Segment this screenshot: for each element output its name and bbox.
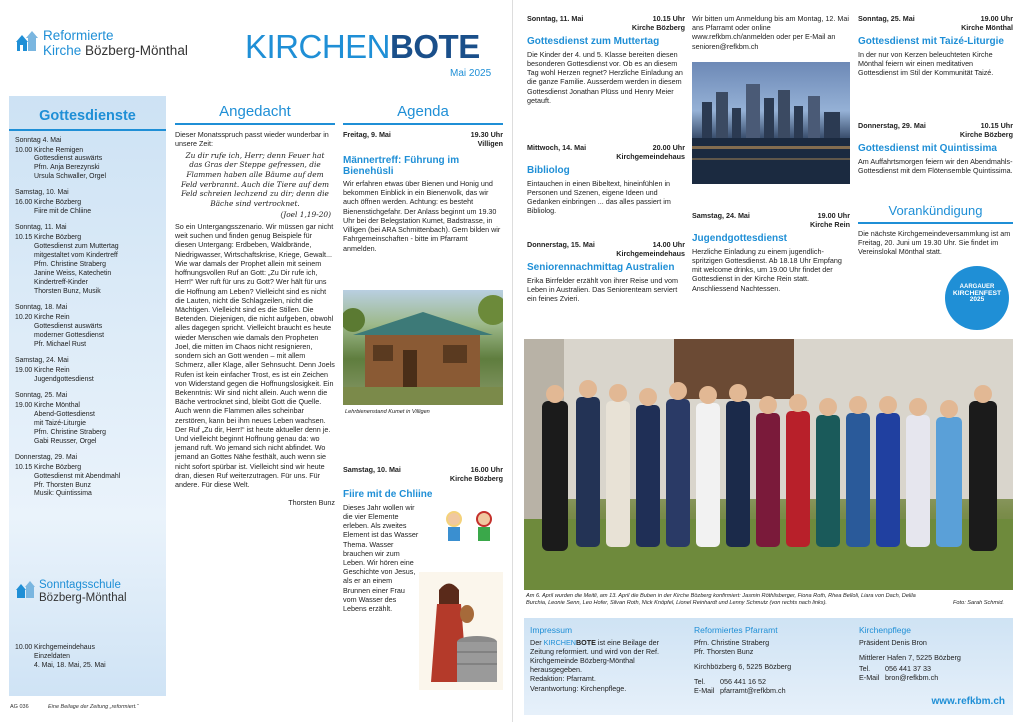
agenda-e2-body: Dieses Jahr wollen wir die vier Elemente erleben. Als zweites Element ist das Wasser Thema. Wasser brauchen wir zum Leben. Wir hören eine Geschichte von Jesus, als er an einem Brunnen einer Frau vom Wasser des Lebens erzählt. [343, 502, 419, 614]
service-line: Jugendgottesdienst [34, 375, 94, 383]
service-line: Gottesdienst auswärts [34, 155, 103, 163]
page-right [512, 0, 1024, 722]
muttertag-date: Sonntag, 11. Mai [527, 14, 584, 23]
angedacht-column [175, 102, 335, 508]
agenda-e2-header [343, 465, 503, 474]
angedacht-body: So ein Untergangsszenario. Wir müssen gar nicht weit suchen und finden genug Beispiele für diesen Untergang: Erdbeben, Waldbrände, Niedrigwasser, Wirtschaftskrise, Kriege, Gewalt... Wie war damals der Prophet allein mit seinem hoffnungsvollen Ruf an Gott: „Zu Dir rufe ich, Herr!“ Wer ruft für uns zu Gott? Wer hält für uns die Hoffnung am Leben? Vielleicht sind es nicht die Lauten, nicht die Schlagzeilen, nicht die Mächtigen. Vielleicht sind es die Stillen. Die Betenden. Diejenigen, die nicht aufgeben, obwohl alles dagegen spricht. Vielleicht braucht es heute wieder Menschen wie damals den Propheten Joel, die mitten im Chaos nicht resignieren, sondern sich an Gott wenden – mit allem Schmerz, aller Klage, aller Sehnsucht. Denn Joels Rufen ist kein einfacher Trost, es ist ein Zeichen von Widerstand gegen die Hoffnungslosigkeit. Ein Bekenntnis: Wir sind nicht allein. Auch wenn die Bäche vertrocknet sind, bleibt Gott die Quelle. Auch wenn die Flammen alles scheinbar zerstören, kann bei ihm neues Leben wachsen. Der Ruf „Zu dir, Herr!“ ist heute aktueller denn je. Und vielleicht beginnt Hoffnung genau da: wo jemand ruft. Wo jemand sich nicht abfindet. Wo jemand an Gottes Nähe festhält, auch wenn sie nicht sofort spürbar ist. Vielleicht sind wir heute dran, diesen Ruf weiterzutragen. Für uns. Für andere. Für diese Welt. [175, 222, 335, 490]
pflege-tel-label: Tel. [859, 663, 871, 673]
senioren-title: Seniorennachmittag Australien [527, 262, 675, 274]
muttertag-title: Gottesdienst zum Muttertag [527, 36, 660, 48]
angedacht-intro: Dieser Monatsspruch passt wieder wunderbar in unsere Zeit: [175, 130, 329, 149]
beehouse-caption: Lehrbienenstand Kumet in Villigen [345, 409, 430, 415]
vorank-rule [858, 222, 1013, 224]
service-entry [15, 147, 160, 183]
ss-line: Kirchgemeindehaus [34, 644, 95, 651]
taize-time: 19.00 Uhr [980, 14, 1013, 23]
angedacht-author: Thorsten Bunz [288, 498, 335, 508]
service-line: Pfrn. Christine Straberg [34, 261, 106, 269]
jugend-time: 19.00 Uhr [817, 211, 850, 220]
pflege-line: Präsident Denis Bron [859, 637, 927, 647]
kirchenfest-badge [945, 266, 1009, 330]
impressum-brand1: KIRCHEN [543, 637, 576, 647]
impressum-brand2: BOTE [575, 637, 596, 647]
church-logo-icon [14, 30, 40, 52]
service-line: Gottesdienst zum Muttertag [34, 243, 119, 251]
pfarramt-mail-label: E-Mail [694, 686, 715, 696]
gottesdienste-title: Gottesdienste [39, 108, 136, 124]
sonntagsschule-entry [15, 644, 165, 671]
muttertag-time: 10.15 Uhr [652, 14, 685, 23]
quint-title: Gottesdienst mit Quintissima [858, 143, 997, 155]
quint-date: Donnerstag, 29. Mai [858, 121, 926, 130]
agenda-rule [343, 123, 503, 125]
pfarramt-addr: Kirchbözberg 6, 5225 Bözberg [694, 661, 792, 671]
masthead-title [245, 30, 480, 63]
vorank-body: Die nächste Kirchgemeindeversammlung ist am Freitag, 20. Juni um 19.30 Uhr. Sie findet im Vereinslokal Mönthal statt. [858, 228, 1011, 257]
muttertag-loc: Kirche Bözberg [631, 23, 685, 33]
sonntagsschule-line2: Bözberg-Mönthal [39, 591, 127, 604]
service-line: Gabi Reusser, Orgel [34, 437, 97, 445]
impressum-col [530, 624, 685, 693]
konfirmation-credit: Foto: Sarah Schmid. [953, 600, 1004, 606]
footer-ag: AG 036 [10, 704, 29, 710]
masthead-issue: Mai 2025 [450, 68, 492, 79]
beehouse-photo [343, 290, 503, 405]
service-line: Pfrn. Christine Straberg [34, 428, 106, 436]
gottesdienste-box [9, 96, 166, 696]
service-line: Pfr. Michael Rust [34, 340, 87, 348]
jugend-loc: Kirche Rein [810, 220, 850, 230]
impressum-title: Impressum [530, 625, 573, 635]
service-time: 19.00 [15, 401, 33, 409]
service-group [15, 304, 160, 350]
impressum-verantwortung: Verantwortung: Kirchenpflege. [530, 683, 627, 693]
pflege-mail-label: E-Mail [859, 673, 880, 683]
service-line: Thorsten Bunz, Musik [34, 288, 101, 296]
service-entry [15, 199, 160, 217]
bibliolog-header [527, 143, 685, 152]
konfirmation-caption: Am 6. April wurden die Meitli, am 13. April die Buben in der Kirche Bözberg konfirmiert: Jasmin Röthlisberger, Fiona Roth, Rhea Belloli, Liara von Dach, Delila Burchia, Leonie Senn, Leo Hofer, Silvan Roth, Nick Knöpfel, Lionel Reinhardt und Lenny Schmutz (von rechts nach links). [526, 593, 916, 606]
bibliolog-title: Bibliolog [527, 165, 570, 177]
service-date: Samstag, 10. Mai [15, 189, 69, 197]
service-line: Kirche Bözberg [34, 199, 82, 207]
ss-line: Einzeldaten [34, 652, 71, 660]
agenda-e1-date: Freitag, 9. Mai [343, 130, 391, 140]
service-line: Ursula Schwaller, Orgel [34, 173, 106, 181]
pflege-mail[interactable]: bron@refkbm.ch [885, 673, 939, 683]
jugend-header [692, 211, 850, 220]
service-group [15, 137, 160, 183]
taize-date: Sonntag, 25. Mai [858, 14, 915, 23]
ss-line: 4. Mai, 18. Mai, 25. Mai [34, 661, 106, 669]
masthead-part2: BOTE [390, 28, 480, 65]
service-group [15, 392, 160, 447]
logo-line1: Reformierte [43, 28, 114, 43]
service-date: Sonntag, 25. Mai [15, 391, 68, 399]
kirchenfest-line1: AARGAUER [959, 284, 995, 290]
agenda-title: Agenda [397, 103, 449, 120]
masthead-part1: KIRCHEN [245, 28, 391, 65]
impressum-text-pre: Der [530, 637, 544, 647]
gottesdienste-rule [9, 129, 166, 131]
footer-note: Eine Beilage der Zeitung „reformiert.“ [48, 704, 139, 710]
well-illustration [419, 572, 503, 690]
service-line: Kirche Bözberg [34, 463, 82, 471]
taize-body: In der nur von Kerzen beleuchteten Kirche Mönthal feiern wir einen meditativen Gottesdienst im Stil der Kommunität Taizé. [858, 49, 994, 78]
service-line: Abend-Gottesdienst [34, 410, 95, 418]
agenda-e1-title: Männertreff: Führung im Bienehüsli [343, 154, 460, 177]
quint-loc: Kirche Bözberg [959, 130, 1013, 140]
impressum-text-post: ist eine Beilage der Zeitung reformiert. und wird von der Ref. Kirchgemeinde Bözberg-Mönthal herausgegeben. [530, 637, 660, 675]
kirchenfest-year: 2025 [969, 296, 985, 304]
church-logo-text [43, 29, 188, 59]
service-line: Gottesdienst auswärts [34, 322, 103, 330]
ss-time: 10.00 [15, 644, 33, 651]
service-date: Donnerstag, 29. Mai [15, 453, 78, 461]
bibliolog-block [527, 143, 685, 216]
pfarramt-title: Reformiertes Pfarramt [694, 625, 778, 635]
angedacht-quote: Zu dir rufe ich, Herr; denn Feuer hat das Gras der Steppe gefressen, die Flammen haben alle Bäume auf dem Feld verbrannt. Auch die Tiere auf dem Feld schreien lechzend zu dir; denn die Bäche sind vertrocknet. [181, 150, 329, 208]
pfarramt-tel: 056 441 16 52 [720, 677, 766, 687]
sonntagsschule-icon [15, 581, 37, 599]
service-line: Kirche Bözberg [34, 234, 82, 242]
pflege-title: Kirchenpflege [859, 625, 911, 635]
vorank-block [858, 203, 1013, 256]
service-line: Musik: Quintissima [34, 490, 92, 498]
taize-header [858, 14, 1013, 23]
service-line: Pfr. Thorsten Bunz [34, 481, 91, 489]
impressum-box [524, 618, 1013, 715]
muttertag-header [527, 14, 685, 23]
service-date: Sonntag, 11. Mai [15, 224, 67, 232]
service-line: Kirche Rein [34, 366, 70, 374]
agenda-column [343, 102, 503, 253]
service-group [15, 189, 160, 217]
logo-line2-rest: Bözberg-Mönthal [81, 42, 188, 58]
service-time: 10.00 [15, 146, 33, 154]
jugend-body: Herzliche Einladung zu einem jugendlich-spritzigen Gottesdienst. Ab 18.18 Uhr Empfang mit welcome drinks, um 19.00 Uhr findet der Gottesdienst in der Kirche Rein statt. Anschliessend Nachtessen. [692, 246, 842, 293]
muttertag-block [527, 14, 685, 105]
service-line: Kirche Mönthal [34, 401, 80, 409]
agenda-e2-time: 16.00 Uhr [470, 465, 503, 474]
pfarramt-line: Pfr. Thorsten Bunz [694, 646, 754, 656]
logo-line2-prefix: Kirche [43, 42, 82, 58]
quint-time: 10.15 Uhr [980, 121, 1013, 130]
senioren-body: Erika Birrfelder erzählt von ihrer Reise und vom Leben in Australien. Das Seniorenteam serviert ein feines Zvieri. [527, 275, 678, 304]
pfarramt-tel-label: Tel. [694, 677, 706, 687]
city-photo [692, 62, 850, 184]
senioren-header [527, 240, 685, 249]
service-entry [15, 314, 160, 350]
kids-drawing-icon [440, 507, 502, 547]
kirchenfest-line2: KIRCHENFEST [952, 290, 1002, 298]
sonntagsschule-line1: Sonntagsschule [39, 579, 121, 591]
pflege-tel: 056 441 37 33 [885, 663, 931, 673]
service-entry [15, 402, 160, 447]
agenda-e1-header [343, 130, 503, 139]
taize-title: Gottesdienst mit Taizé-Liturgie [858, 36, 1004, 48]
senioren-loc: Kirchgemeindehaus [616, 249, 685, 259]
quint-body: Am Auffahrtsmorgen feiern wir den Abendmahls-Gottesdienst mit dem Flötensemble Quintissima. [858, 156, 1013, 175]
service-date: Samstag, 24. Mai [15, 356, 69, 364]
taize-block [858, 14, 1013, 77]
service-time: 10.15 [15, 463, 33, 471]
service-line: Janine Weiss, Katechetin [34, 270, 112, 278]
service-line: Kirche Rein [34, 314, 70, 322]
service-time: 10.20 [15, 314, 33, 322]
bibliolog-loc: Kirchgemeindehaus [616, 152, 685, 162]
service-group [15, 454, 160, 500]
agenda-e2-date: Samstag, 10. Mai [343, 465, 401, 474]
bibliolog-time: 20.00 Uhr [652, 143, 685, 152]
pfarramt-mail[interactable]: pfarramt@refkbm.ch [720, 686, 786, 696]
bibliolog-date: Mittwoch, 14. Mai [527, 143, 587, 152]
agenda-e2-title: Fiire mit de Chliine [343, 489, 433, 501]
anmeldung-block [692, 14, 850, 51]
service-date: Sonntag 4. Mai [15, 136, 62, 144]
angedacht-quote-ref: (Joel 1,19-20) [280, 210, 331, 220]
service-line: Kirche Remigen [34, 146, 84, 154]
muttertag-body: Die Kinder der 4. und 5. Klasse bereiten diesen besonderen Gottesdienst vor. Ob es an diesem Tag wohl Herzen regnet? Herzliche Einladung an die ganze Familie. Ausserdem werden in diesem Gottesdienst Jonathan Plüss und Henry Meier getauft. [527, 49, 683, 105]
service-line: mitgestaltet vom Kindertreff [34, 252, 118, 260]
service-line: mit Taizé-Liturgie [34, 419, 86, 427]
bibliolog-body: Eintauchen in einen Bibeltext, hineinfühlen in Personen und Szenen, eigene Ideen und Gedanken einbringen ... das alles passiert im Bibliolog. [527, 178, 671, 216]
service-time: 19.00 [15, 366, 33, 374]
jugend-date: Samstag, 24. Mai [692, 211, 750, 220]
pflege-col [859, 624, 1009, 682]
konfirmation-photo [524, 339, 1013, 590]
senioren-block [527, 240, 685, 303]
vorank-title: Vorankündigung [888, 203, 983, 218]
angedacht-title: Angedacht [219, 103, 291, 120]
agenda-e1-loc: Villigen [477, 139, 503, 149]
taize-loc: Kirche Mönthal [961, 23, 1013, 33]
quint-block [858, 121, 1013, 175]
service-time: 10.15 [15, 234, 33, 242]
service-group [15, 357, 160, 385]
agenda-e2-loc: Kirche Bözberg [449, 474, 503, 484]
senioren-time: 14.00 Uhr [652, 240, 685, 249]
pfarramt-line: Pfrn. Christine Straberg [694, 637, 770, 647]
impressum-redaktion: Redaktion: Pfarramt. [530, 674, 596, 684]
agenda-e1-body: Wir erfahren etwas über Bienen und Honig und bekommen Einblick in ein Bienenvolk, das wir auch öffnen werden. Achtung: es besteht Bienenstichgefahr. Der Anlass beginnt um 19.30 Uhr bei der Belegstation Kumet, Badstrasse, in Villigen (bei ARA Schmittenbach). Gern bilden wir Fahrgemeinschaften - bitte im Pfarramt anmelden. [343, 179, 501, 253]
service-date: Sonntag, 18. Mai [15, 304, 68, 312]
service-list [9, 137, 166, 500]
anmeldung-body: Wir bitten um Anmeldung bis am Montag, 12. Mai ans Pfarramt oder online www.refkbm.ch/anmelden oder per E-Mail an senioren@refkbm.ch [692, 14, 849, 51]
service-entry [15, 367, 160, 385]
website-link[interactable]: www.refkbm.ch [931, 696, 1005, 708]
service-time: 16.00 [15, 199, 33, 207]
pfarramt-col [694, 624, 849, 696]
jugend-block [692, 211, 850, 293]
pflege-addr: Mittlerer Hafen 7, 5225 Bözberg [859, 652, 961, 662]
service-entry [15, 464, 160, 500]
sonntagsschule-logo [15, 579, 165, 604]
service-line: Fiire mit de Chliine [34, 208, 92, 216]
service-group [15, 224, 160, 297]
service-line: Kindertreff-Kinder [34, 279, 88, 287]
service-line: Gottesdienst mit Abendmahl [34, 472, 121, 480]
service-line: Pfrn. Anja Berezynski [34, 164, 100, 172]
angedacht-rule [175, 123, 335, 125]
agenda-e1-time: 19.30 Uhr [470, 130, 503, 140]
quint-header [858, 121, 1013, 130]
service-line: moderner Gottesdienst [34, 331, 105, 339]
service-entry [15, 234, 160, 297]
jugend-title: Jugendgottesdienst [692, 233, 788, 245]
senioren-date: Donnerstag, 15. Mai [527, 240, 595, 249]
